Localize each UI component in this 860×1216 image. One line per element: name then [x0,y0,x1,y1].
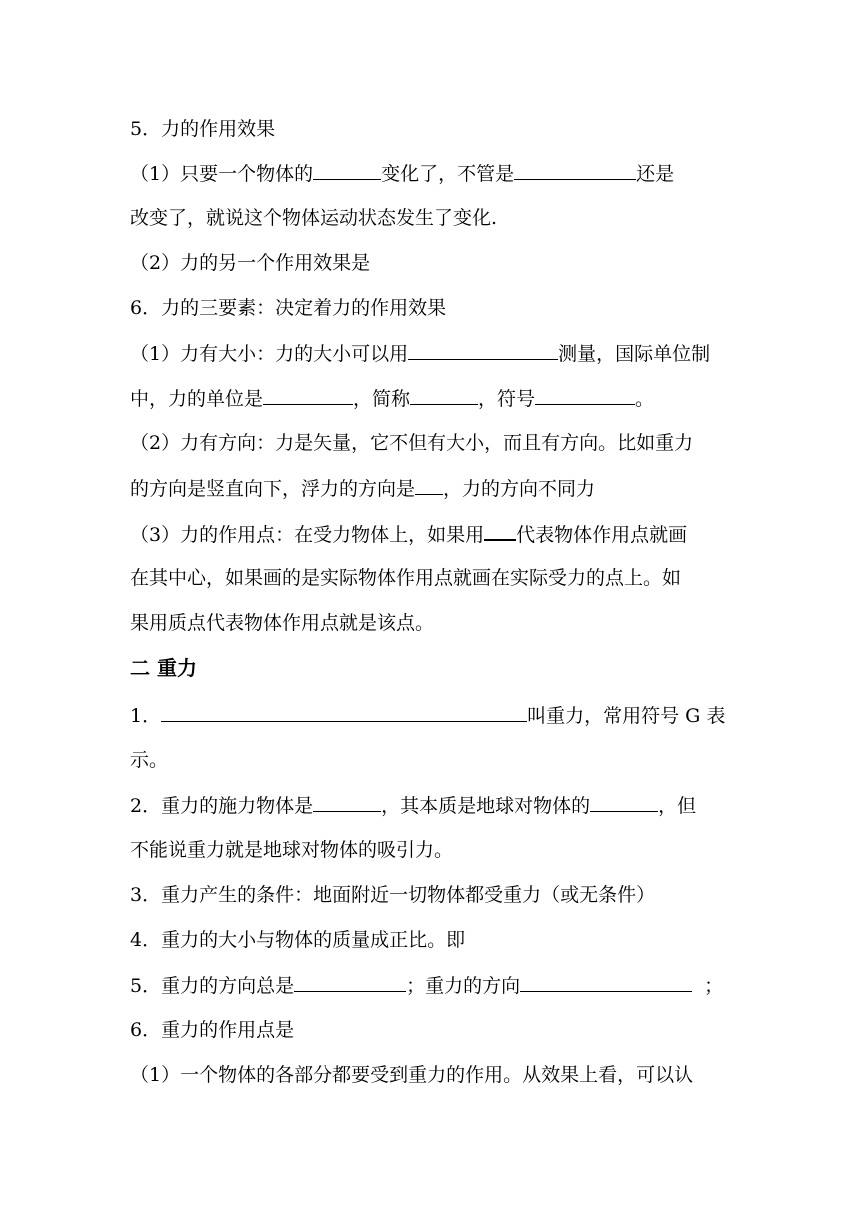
section-5-p1-line1: （1）只要一个物体的 变化了，不管是 还是 [130,163,675,185]
section-5-p1-line2: 改变了，就说这个物体运动状态发生了变化. [130,207,498,229]
gravity-item-6-p1: （1）一个物体的各部分都要受到重力的作用。从效果上看，可以认 [130,1064,694,1086]
gravity-heading: 二 重力 [130,656,197,680]
fill-blank[interactable] [520,973,692,992]
section-6-p2-line1: （2）力有方向：力是矢量，它不但有大小，而且有方向。比如重力 [130,432,694,454]
fill-blank[interactable] [161,703,527,722]
section-6-p3-line1: （3）力的作用点：在受力物体上，如果用 代表物体作用点就画 [130,521,860,547]
section-6-p1-line1: （1）力有大小：力的大小可以用 测量，国际单位制 [130,343,711,365]
section-6-p3-line3: 果用质点代表物体作用点就是该点。 [130,612,435,634]
section-6-p2-line2: 的方向是竖直向下，浮力的方向是 ，力的方向不同力 [130,478,596,500]
gravity-item-2-line1: 2．重力的施力物体是 ，其本质是地球对物体的 ，但 [130,795,697,817]
gravity-item-1-line2: 示。 [130,749,169,771]
gravity-item-3: 3．重力产生的条件：地面附近一切物体都受重力（或无条件） [130,884,656,906]
section-6-title: 6．力的三要素：决定着力的作用效果 [130,297,447,319]
fill-blank[interactable] [408,341,558,360]
fill-blank[interactable] [294,973,406,992]
fill-blank[interactable] [410,386,478,405]
gravity-item-5: 5．重力的方向总是 ；重力的方向 ； [130,975,724,997]
fill-blank[interactable] [590,793,658,812]
section-5-p2: （2）力的另一个作用效果是 [130,252,371,274]
fill-blank[interactable] [484,521,516,541]
section-6-p1-line2: 中，力的单位是 ，简称 ，符号 。 [130,388,655,410]
fill-blank[interactable] [313,793,381,812]
fill-blank[interactable] [514,161,636,180]
section-6-p3-line2: 在其中心，如果画的是实际物体作用点就画在实际受力的点上。如 [130,567,682,589]
fill-blank[interactable] [535,386,635,405]
gravity-item-4: 4．重力的大小与物体的质量成正比。即 [130,929,466,951]
gravity-item-2-line2: 不能说重力就是地球对物体的吸引力。 [130,839,454,861]
fill-blank[interactable] [263,386,353,405]
section-5-title: 5．力的作用效果 [130,118,276,140]
fill-blank[interactable] [313,161,381,180]
gravity-item-1-line1: 1． 叫重力，常用符号 G 表 [130,705,726,727]
fill-blank[interactable] [415,476,443,495]
gravity-item-6: 6．重力的作用点是 [130,1019,295,1041]
